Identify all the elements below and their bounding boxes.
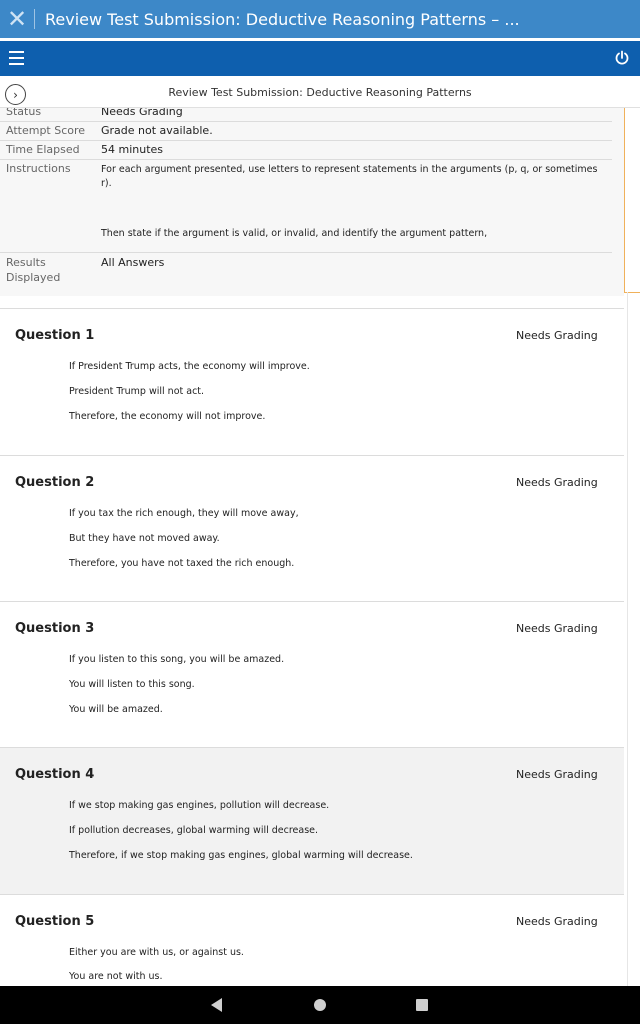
question-status: Needs Grading — [516, 329, 598, 342]
submission-details — [0, 108, 624, 296]
submission-content[interactable] — [0, 108, 640, 986]
question-statement-3: You will be amazed. — [69, 704, 163, 715]
attempt-score-value: Grade not available. — [101, 124, 213, 137]
detail-row-instructions — [0, 160, 612, 253]
question-title: Question 4 — [15, 767, 95, 782]
page-title: Review Test Submission: Deductive Reasoning Patterns — [168, 86, 472, 99]
instructions-label: Instructions — [6, 162, 71, 175]
android-navigation-bar — [0, 986, 640, 1024]
window-title: Review Test Submission: Deductive Reasoning Patterns – ... — [45, 9, 520, 29]
instructions-paragraph-2: Then state if the argument is valid, or invalid, and identify the argument pattern, — [101, 228, 488, 239]
status-label: Status — [6, 108, 42, 118]
question-statement-2: President Trump will not act. — [69, 386, 205, 397]
question-1 — [0, 308, 624, 455]
status-value: Needs Grading — [101, 108, 183, 118]
detail-row-results-displayed — [0, 253, 612, 293]
chevron-right-icon[interactable]: › — [5, 84, 26, 105]
detail-row-time-elapsed — [0, 141, 612, 160]
android-home-icon[interactable] — [314, 999, 326, 1011]
question-status: Needs Grading — [516, 476, 598, 489]
question-title: Question 1 — [15, 328, 95, 343]
question-5 — [0, 894, 624, 986]
titlebar-divider — [34, 9, 35, 29]
question-title: Question 5 — [15, 914, 95, 929]
app-navbar — [0, 41, 640, 76]
question-3 — [0, 601, 624, 747]
hamburger-menu-icon[interactable] — [9, 51, 24, 65]
question-title: Question 2 — [15, 475, 95, 490]
question-statement-1: If President Trump acts, the economy will improve. — [69, 361, 310, 372]
android-recents-icon[interactable] — [416, 999, 428, 1011]
results-displayed-label: Results Displayed — [6, 256, 61, 284]
question-statement-2: You are not with us. — [69, 971, 163, 982]
question-statement-2: If pollution decreases, global warming will decrease. — [69, 825, 319, 836]
question-statement-1: If we stop making gas engines, pollution will decrease. — [69, 800, 330, 811]
question-statement-2: But they have not moved away. — [69, 533, 220, 544]
detail-row-attempt-score — [0, 122, 612, 141]
question-statement-1: If you listen to this song, you will be amazed. — [69, 654, 285, 665]
content-edge — [627, 292, 628, 986]
close-icon[interactable]: ✕ — [6, 5, 28, 33]
question-4 — [0, 747, 624, 894]
detail-row-status — [0, 108, 612, 122]
breadcrumb — [0, 76, 640, 108]
question-statement-2: You will listen to this song. — [69, 679, 195, 690]
instructions-paragraph-1: For each argument presented, use letters to represent statements in the arguments (p, q, or sometimes r). — [101, 164, 598, 189]
panel-edge — [624, 108, 625, 292]
android-back-icon[interactable] — [211, 998, 222, 1012]
results-displayed-value: All Answers — [101, 256, 165, 269]
question-statement-3: Therefore, if we stop making gas engines, global warming will decrease. — [69, 850, 413, 861]
question-statement-1: Either you are with us, or against us. — [69, 947, 244, 958]
window-titlebar — [0, 0, 640, 38]
question-statement-1: If you tax the rich enough, they will move away, — [69, 508, 299, 519]
time-elapsed-value: 54 minutes — [101, 143, 164, 156]
question-status: Needs Grading — [516, 915, 598, 928]
question-status: Needs Grading — [516, 622, 598, 635]
power-icon[interactable] — [614, 50, 630, 66]
question-2 — [0, 455, 624, 601]
attempt-score-label: Attempt Score — [6, 124, 86, 137]
question-statement-3: Therefore, you have not taxed the rich enough. — [69, 558, 295, 569]
time-elapsed-label: Time Elapsed — [6, 143, 80, 156]
question-status: Needs Grading — [516, 768, 598, 781]
question-title: Question 3 — [15, 621, 95, 636]
question-statement-3: Therefore, the economy will not improve. — [69, 411, 266, 422]
